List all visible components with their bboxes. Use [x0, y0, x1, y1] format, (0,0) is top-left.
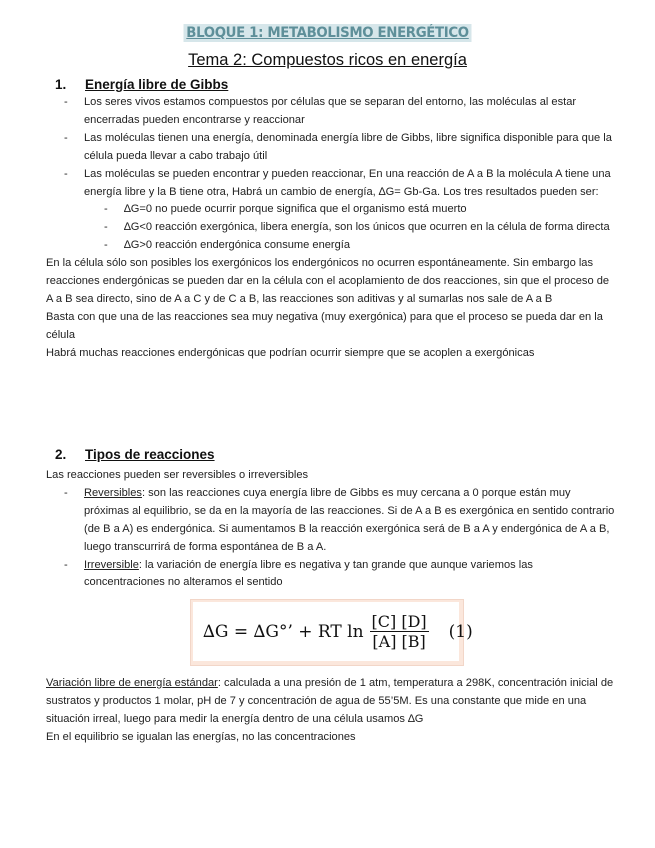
section-1-title: Energía libre de Gibbs	[85, 77, 229, 92]
formula-numerator: [C] [D]	[371, 612, 427, 631]
reversible-term: Reversibles	[84, 486, 142, 499]
list-item-irreversible	[84, 557, 616, 593]
section-2-heading	[55, 447, 215, 462]
delta-g-sub-list	[84, 201, 616, 255]
formula-frame	[193, 602, 473, 661]
section-2-content	[46, 467, 616, 592]
list-item-reversible	[84, 485, 616, 557]
irreversible-term: Irreversible	[84, 558, 139, 571]
section-3-content	[46, 675, 616, 747]
section-1-content	[46, 94, 616, 363]
reaction-types-list	[46, 485, 616, 592]
paragraph: Habrá muchas reacciones endergónicas que podrían ocurrir siempre que se acoplen a exergónicas	[46, 346, 535, 359]
section-2-number: 2.	[55, 447, 67, 462]
list-item: - Las moléculas tienen una energía, denominada energía libre de Gibbs, libre significa disponible para que la célula pueda llevar a cabo trabajo útil	[84, 130, 616, 166]
closing-paragraph: En el equilibrio se igualan las energías, no las concentraciones	[46, 730, 356, 743]
sub-list-item: - ∆G<0 reacción exergónica, libera energía, son los únicos que ocurren en la célula de forma directa	[124, 219, 616, 237]
sub-list-item: - ∆G>0 reacción endergónica consume energía	[124, 237, 616, 255]
formula-fraction	[370, 612, 429, 651]
block-title: BLOQUE 1: METABOLISMO ENERGÉTICO	[183, 24, 471, 42]
list-item	[84, 166, 616, 256]
list-item-text: Las moléculas se pueden encontrar y pueden reaccionar, En una reacción de A a B la molécula A tiene una energía libre y la B tiene otra, Habrá un cambio de energía, ∆G= Gb-Ga. Los tres resultados pueden ser:	[84, 167, 611, 198]
reversible-description: : son las reacciones cuya energía libre de Gibbs es muy cercana a 0 porque están muy próximas al equilibrio, se da en la mayoría de las reacciones. Si de A a B es exergónica en sentido contrario (de B a A) es endergónica. Si aumentamos B la reacción exergónica será de B a A y endergónica de A a B, luego transcurrirá de forma espontánea de B a A.	[84, 486, 615, 553]
equation-number: (1)	[448, 621, 473, 642]
formula-denominator: [A] [B]	[372, 632, 426, 651]
section-2-intro: Las reacciones pueden ser reversibles o irreversibles	[46, 469, 309, 481]
section-2-title: Tipos de reacciones	[85, 447, 215, 462]
section-1-heading	[55, 77, 228, 92]
formula-lhs: ∆G = ∆G°’ + RT ln	[203, 621, 364, 642]
section-1-number: 1.	[55, 77, 67, 92]
standard-energy-description: : calculada a una presión de 1 atm, temperatura a 298K, concentración inicial de sustratos y productos 1 molar, pH de 7 y concentración de agua de 55’5M. Es una constante que mide en una situación irreal, luego para medir la energía dentro de una célula usamos ∆G	[46, 677, 614, 725]
standard-energy-term: Variación libre de energía estándar	[46, 677, 218, 689]
section-1-bullet-list	[46, 94, 616, 255]
irreversible-description: : la variación de energía libre es negativa y tan grande que aunque variemos las concentraciones no alteramos el sentido	[84, 558, 533, 589]
formula-image	[190, 599, 473, 666]
sub-list-item: - ∆G=0 no puede ocurrir porque significa que el organismo está muerto	[124, 201, 616, 219]
page-header	[0, 24, 655, 42]
paragraph: Basta con que una de las reacciones sea muy negativa (muy exergónica) para que el proceso se pueda dar en la célula	[46, 310, 603, 341]
topic-title: Tema 2: Compuestos ricos en energía	[188, 51, 467, 69]
paragraph: En la célula sólo son posibles los exergónicos los endergónicos no ocurren espontáneamente. Sin embargo las reacciones endergónicas se pueden dar en la célula con el acoplamiento de dos reacciones, sin que el proceso de A a B sea directo, sino de A a C y de C a B, las reacciones son aditivas y al sumarlas nos sale de A a B	[46, 257, 610, 305]
list-item: - Los seres vivos estamos compuestos por células que se separan del entorno, las moléculas al estar encerradas pueden encontrarse y reaccionar	[84, 94, 616, 130]
gibbs-equation	[203, 602, 473, 661]
standard-energy-paragraph	[46, 675, 616, 729]
